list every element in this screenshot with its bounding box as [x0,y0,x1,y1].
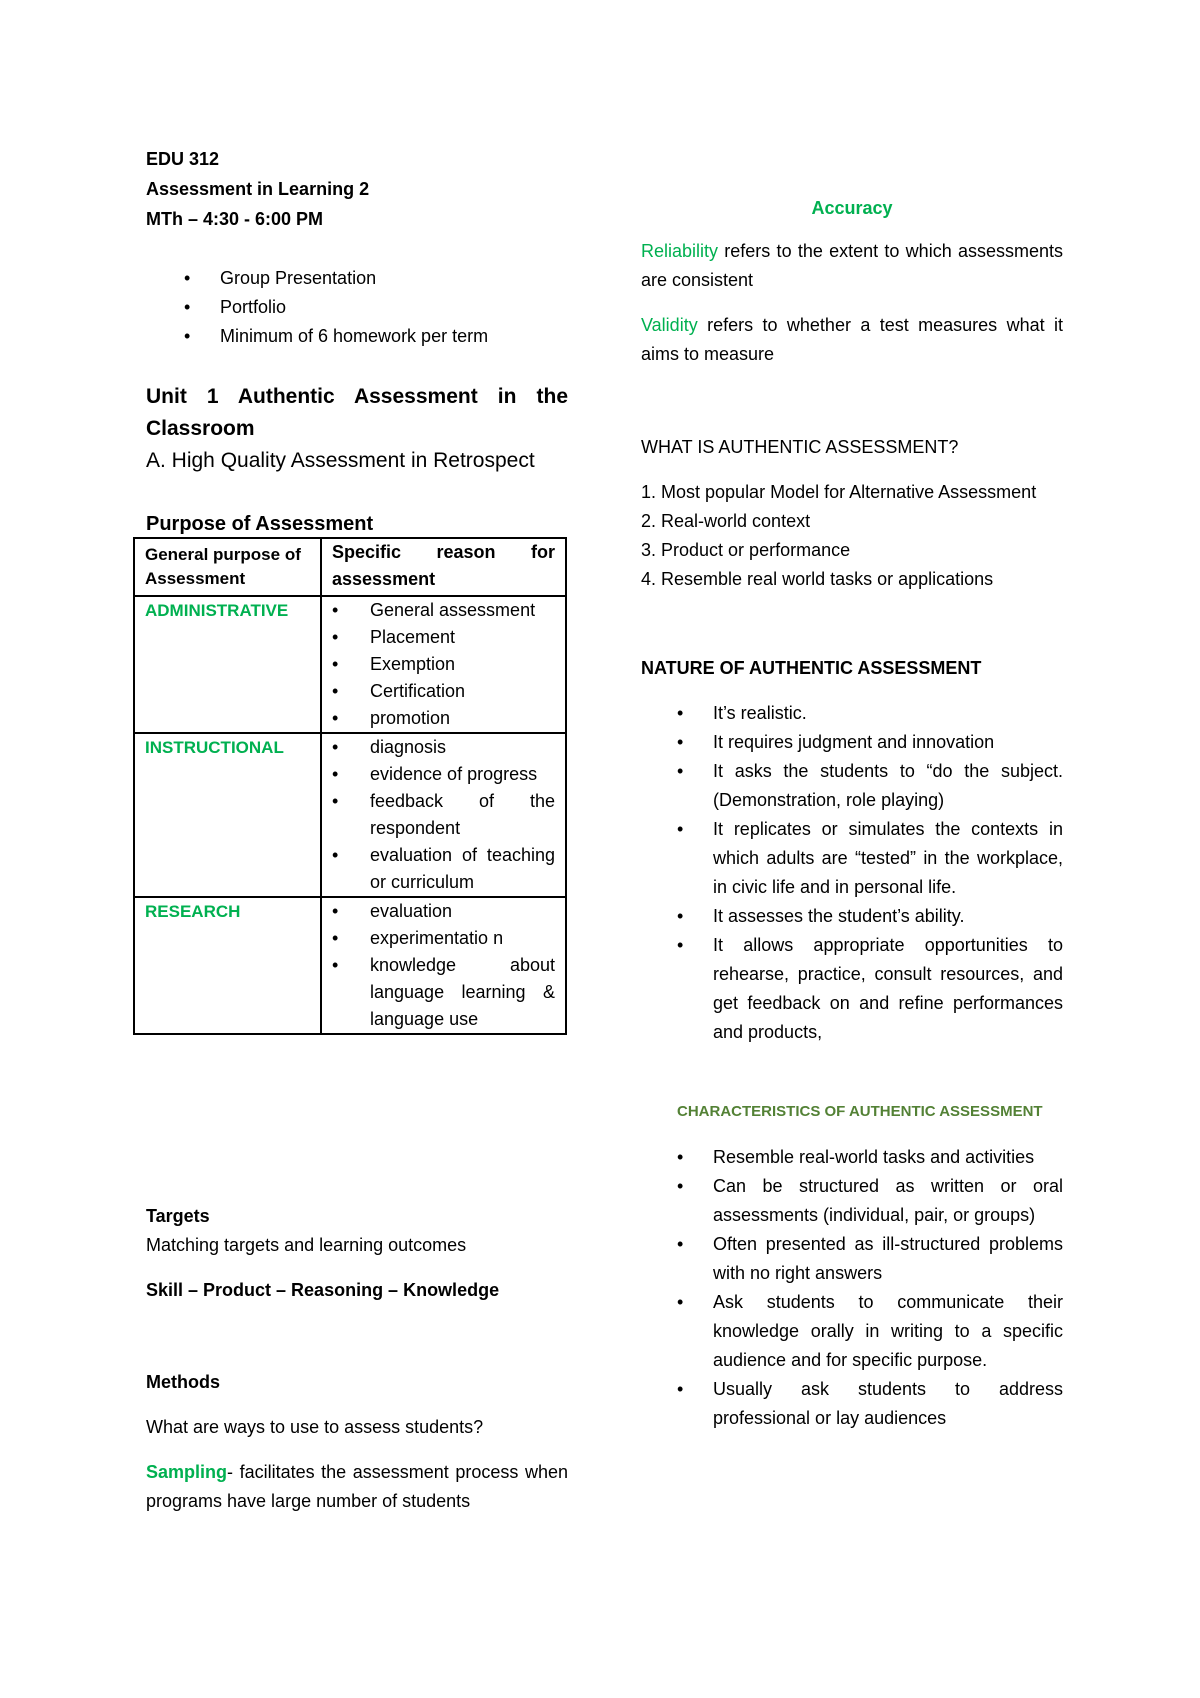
list-item: 4. Resemble real world tasks or applications [641,569,994,589]
characteristics-list [641,1143,1063,1433]
list-item: • experimentatio n [332,925,555,952]
sampling-text: - facilitates the assessment process when programs have large number of students [146,1462,568,1511]
course-code: EDU 312 [146,149,220,169]
list-item: • Minimum of 6 homework per term [146,322,576,351]
unit-subtitle: A. High Quality Assessment in Retrospect [146,449,535,472]
reliability-text: refers to the extent to which assessments are consistent [641,241,1063,290]
nature-heading: NATURE OF AUTHENTIC ASSESSMENT [641,658,982,678]
list-item: • Often presented as ill-structured problems with no right answers [641,1230,1063,1288]
list-item: • diagnosis [332,734,555,761]
what-is-heading: WHAT IS AUTHENTIC ASSESSMENT? [641,437,959,457]
list-item: • It allows appropriate opportunities to rehearse, practice, consult resources, and get feedback on and refine performances and products, [641,931,1063,1047]
list-item: • Exemption [332,651,555,678]
list-item: 3. Product or performance [641,540,851,560]
targets-chain: Skill – Product – Reasoning – Knowledge [146,1280,500,1300]
table-row [134,596,566,733]
targets-heading: Targets [146,1206,210,1226]
characteristics-heading: CHARACTERISTICS OF AUTHENTIC ASSESSMENT [677,1103,1043,1120]
reliability-term: Reliability [641,241,719,261]
list-item: • It assesses the student’s ability. [641,902,1063,931]
what-is-list [641,478,1063,594]
list-item: • Placement [332,624,555,651]
sampling-term: Sampling [146,1462,228,1482]
list-item: • promotion [332,705,555,732]
unit-title: Unit 1 Authentic Assessment in the Classroom [146,385,568,440]
purpose-table [133,537,567,1035]
list-item: • Certification [332,678,555,705]
list-item: • Ask students to communicate their knowledge orally in writing to a specific audience and for specific purpose. [641,1288,1063,1375]
category-label: RESEARCH [145,902,241,921]
methods-heading: Methods [146,1372,220,1392]
course-schedule: MTh – 4:30 - 6:00 PM [146,209,324,229]
list-item: • Portfolio [146,293,576,322]
list-item: • evaluation of teaching or curriculum [332,842,555,896]
targets-text: Matching targets and learning outcomes [146,1235,467,1255]
validity-paragraph [641,311,1063,369]
nature-list [641,699,1063,1047]
list-item: • General assessment [332,597,555,624]
list-item: • feedback of the respondent [332,788,555,842]
table-header-cell: General purpose of Assessment [134,538,321,596]
list-item: • Resemble real-world tasks and activities [641,1143,1063,1172]
table-header-cell: Specific reason for assessment [321,538,566,596]
methods-question: What are ways to use to assess students? [146,1417,484,1437]
accuracy-heading: Accuracy [811,198,893,218]
requirements-list [146,264,576,351]
list-item: • Usually ask students to address professional or lay audiences [641,1375,1063,1433]
table-header-row [134,538,566,596]
list-item: • It requires judgment and innovation [641,728,1063,757]
table-row [134,897,566,1034]
list-item: 2. Real-world context [641,511,811,531]
category-label: INSTRUCTIONAL [145,738,284,757]
list-item: • evaluation [332,898,555,925]
list-item: • Can be structured as written or oral assessments (individual, pair, or groups) [641,1172,1063,1230]
validity-term: Validity [641,315,698,335]
list-item: • Group Presentation [146,264,576,293]
validity-text: refers to whether a test measures what it aims to measure [641,315,1063,364]
course-title: Assessment in Learning 2 [146,179,370,199]
reliability-paragraph [641,237,1063,295]
sampling-paragraph [146,1458,568,1516]
purpose-heading: Purpose of Assessment [146,513,374,535]
category-label: ADMINISTRATIVE [145,601,289,620]
list-item: • evidence of progress [332,761,555,788]
list-item: • It’s realistic. [641,699,1063,728]
list-item: • It asks the students to “do the subject. (Demonstration, role playing) [641,757,1063,815]
list-item: • knowledge about language learning & language use [332,952,555,1033]
list-item: 1. Most popular Model for Alternative Assessment [641,482,1037,502]
table-row [134,733,566,897]
list-item: • It replicates or simulates the contexts in which adults are “tested” in the workplace, in civic life and in personal life. [641,815,1063,902]
